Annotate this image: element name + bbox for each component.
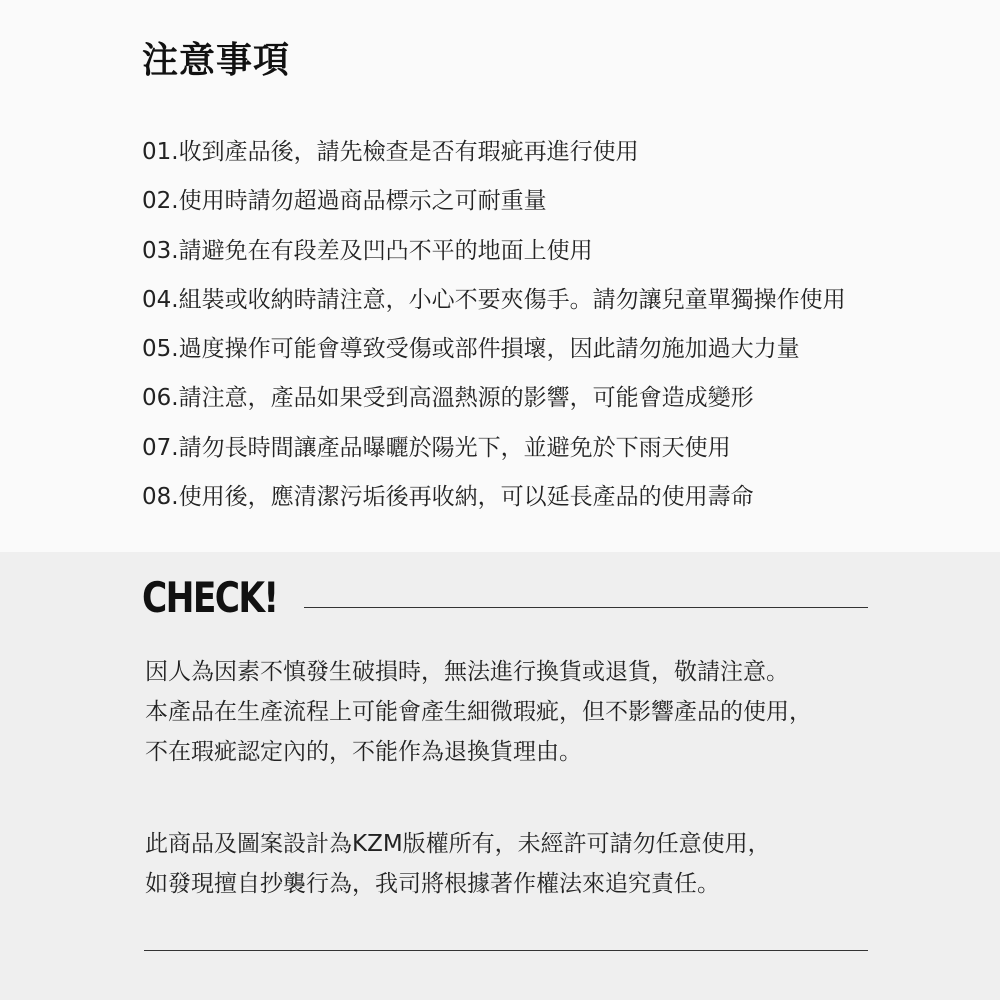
copyright-line: 此商品及圖案設計為KZM版權所有，未經許可請勿任意使用， — [145, 831, 771, 857]
notice-item: 08.使用後，應清潔污垢後再收納，可以延長產品的使用壽命 — [142, 484, 754, 511]
notice-item: 02.使用時請勿超過商品標示之可耐重量 — [142, 188, 547, 215]
policy-line: 因人為因素不慎發生破損時，無法進行換貨或退貨，敬請注意。 — [145, 659, 789, 685]
notices-list — [142, 128, 942, 522]
notice-item: 04.組裝或收納時請注意，小心不要夾傷手。請勿讓兒童單獨操作使用 — [142, 286, 846, 313]
notice-item: 07.請勿長時間讓產品曝曬於陽光下，並避免於下雨天使用 — [142, 434, 731, 461]
notice-item: 05.過度操作可能會導致受傷或部件損壞，因此請勿施加過大力量 — [142, 336, 800, 363]
bottom-divider — [144, 950, 868, 951]
notice-item: 06.請注意，產品如果受到高溫熱源的影響，可能會造成變形 — [142, 385, 754, 412]
heading-divider — [304, 607, 868, 608]
copyright-line: 如發現擅自抄襲行為，我司將根據著作權法來追究責任。 — [145, 871, 720, 897]
check-heading: CHECK! — [142, 573, 278, 622]
notices-title: 注意事項 — [142, 40, 291, 81]
policy-line: 本產品在生產流程上可能會產生細微瑕疵，但不影響產品的使用， — [145, 699, 812, 725]
notice-item: 03.請避免在有段差及凹凸不平的地面上使用 — [142, 237, 593, 264]
check-section — [0, 552, 1000, 1000]
notice-item: 01.收到產品後，請先檢查是否有瑕疵再進行使用 — [142, 139, 639, 165]
copyright-paragraph — [145, 824, 925, 904]
damage-policy-paragraph — [145, 652, 925, 772]
policy-line: 不在瑕疵認定內的，不能作為退換貨理由。 — [145, 739, 582, 765]
